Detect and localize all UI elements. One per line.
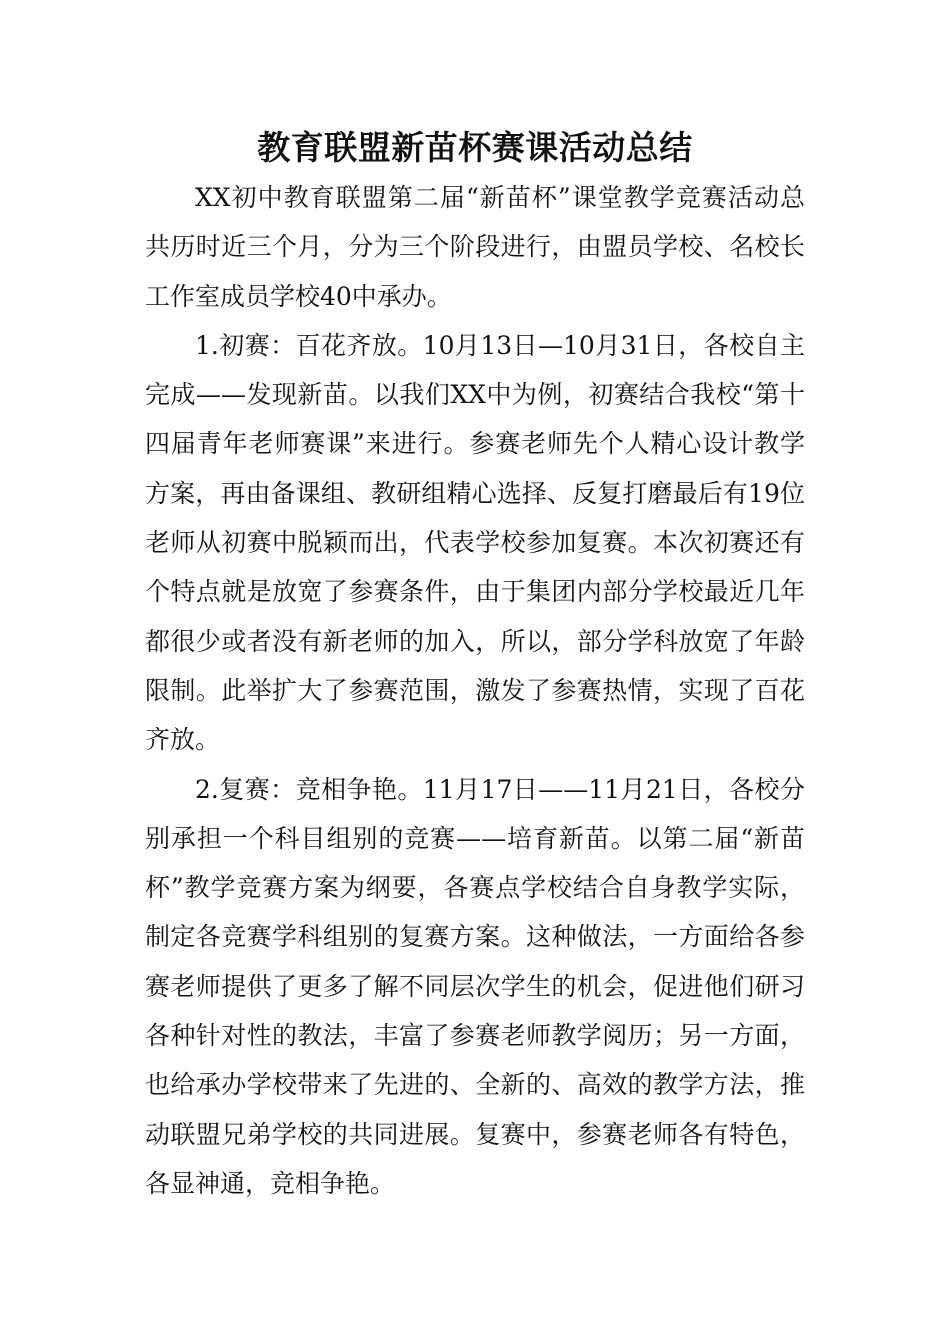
paragraph-intro: XX初中教育联盟第二届“新苗杯”课堂教学竞赛活动总共历时近三个月，分为三个阶段进行，由盟员学校、名校长工作室成员学校40中承办。: [145, 183, 805, 311]
paragraph-second-round: 2.复赛：竞相争艳。11月17日——11月21日，各校分别承担一个科目组别的竞赛——培育新苗。以第二届“新苗杯”教学竞赛方案为纲要，各赛点学校结合自身教学实际，制定各竞赛学科组别的复赛方案。这种做法，一方面给各参赛老师提供了更多了解不同层次学生的机会，促进他们研习各种针对性的教法，丰富了参赛老师教学阅历；另一方面，也给承办学校带来了先进的、全新的、高效的教学方法，推动联盟兄弟学校的共同进展。复赛中，参赛老师各有特色，各显神通，竞相争艳。: [145, 774, 805, 1198]
document-body: [145, 173, 805, 1208]
paragraph-preliminary-round: 1.初赛：百花齐放。10月13日—10月31日，各校自主完成——发现新苗。以我们XX中为例，初赛结合我校“第十四届青年老师赛课”来进行。参赛老师先个人精心设计教学方案，再由备课组、教研组精心选择、反复打磨最后有19位老师从初赛中脱颖而出，代表学校参加复赛。本次初赛还有个特点就是放宽了参赛条件，由于集团内部分学校最近几年都很少或者没有新老师的加入，所以，部分学科放宽了年龄限制。此举扩大了参赛范围，激发了参赛热情，实现了百花齐放。: [145, 330, 805, 755]
document-title: 教育联盟新苗杯赛课活动总结: [257, 128, 693, 167]
